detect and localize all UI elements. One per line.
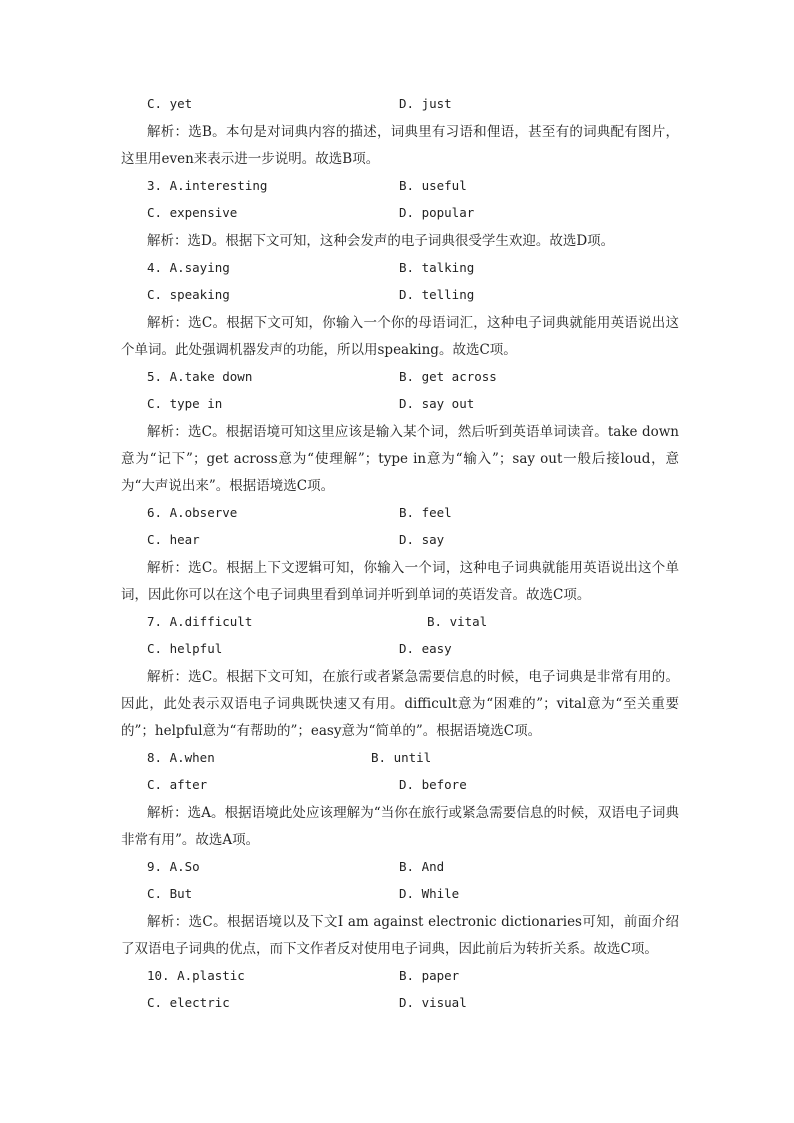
option-a: 10. A.plastic bbox=[147, 968, 245, 983]
option-a: 7. A.difficult bbox=[147, 614, 253, 629]
option-c: C. type in bbox=[147, 396, 223, 411]
option-c: C. electric bbox=[147, 995, 230, 1010]
option-c: C. expensive bbox=[147, 205, 238, 220]
option-c: C. helpful bbox=[147, 641, 223, 656]
option-b: B. useful bbox=[399, 178, 467, 193]
explanation: 解析：选C。根据上下文逻辑可知，你输入一个词，这种电子词典就能用英语说出这个单词，因此你可以在这个电子词典里看到单词并听到单词的英语发音。故选C项。 bbox=[121, 560, 679, 603]
option-a: 3. A.interesting bbox=[147, 178, 268, 193]
option-d: D. just bbox=[399, 96, 452, 111]
option-b: B. feel bbox=[399, 505, 452, 520]
option-d: D. While bbox=[399, 886, 460, 901]
option-b: B. vital bbox=[427, 614, 488, 629]
option-c: C. yet bbox=[147, 96, 193, 111]
option-a: 8. A.when bbox=[147, 750, 215, 765]
option-d: D. visual bbox=[399, 995, 467, 1010]
option-d: D. say out bbox=[399, 396, 475, 411]
explanation: 解析：选D。根据下文可知，这种会发声的电子词典很受学生欢迎。故选D项。 bbox=[147, 233, 615, 249]
option-d: D. say bbox=[399, 532, 445, 547]
explanation: 解析：选C。根据下文可知，在旅行或者紧急需要信息的时候，电子词典是非常有用的。因此，此处表示双语电子词典既快速又有用。difficult意为“困难的”；vital意为“至关重要的”；helpful意为“有帮助的”；easy意为“简单的”。根据语境选C项。 bbox=[121, 669, 679, 739]
explanation: 解析：选C。根据语境可知这里应该是输入某个词，然后听到英语单词读音。take down意为“记下”；get across意为“使理解”；type in意为“输入”；say out一般后接loud，意为“大声说出来”。根据语境选C项。 bbox=[121, 424, 679, 494]
option-c: C. speaking bbox=[147, 287, 230, 302]
option-a: 9. A.So bbox=[147, 859, 200, 874]
option-c: C. after bbox=[147, 777, 208, 792]
option-a: 6. A.observe bbox=[147, 505, 238, 520]
option-b: B. And bbox=[399, 859, 445, 874]
option-b: B. get across bbox=[399, 369, 497, 384]
option-a: 4. A.saying bbox=[147, 260, 230, 275]
option-d: D. telling bbox=[399, 287, 475, 302]
option-a: 5. A.take down bbox=[147, 369, 253, 384]
explanation: 解析：选A。根据语境此处应该理解为“当你在旅行或紧急需要信息的时候，双语电子词典非常有用”。故选A项。 bbox=[121, 805, 679, 848]
option-d: D. before bbox=[399, 777, 467, 792]
option-b: B. talking bbox=[399, 260, 475, 275]
explanation: 解析：选C。根据下文可知，你输入一个你的母语词汇，这种电子词典就能用英语说出这个单词。此处强调机器发声的功能，所以用speaking。故选C项。 bbox=[121, 315, 679, 358]
option-b: B. paper bbox=[399, 968, 460, 983]
option-d: D. easy bbox=[399, 641, 452, 656]
explanation: 解析：选C。根据语境以及下文I am against electronic dictionaries可知，前面介绍了双语电子词典的优点，而下文作者反对使用电子词典，因此前后为转折关系。故选C项。 bbox=[121, 914, 679, 957]
option-d: D. popular bbox=[399, 205, 475, 220]
explanation: 解析：选B。本句是对词典内容的描述，词典里有习语和俚语，甚至有的词典配有图片，这里用even来表示进一步说明。故选B项。 bbox=[121, 124, 679, 167]
option-c: C. hear bbox=[147, 532, 200, 547]
option-c: C. But bbox=[147, 886, 193, 901]
option-b: B. until bbox=[371, 750, 432, 765]
